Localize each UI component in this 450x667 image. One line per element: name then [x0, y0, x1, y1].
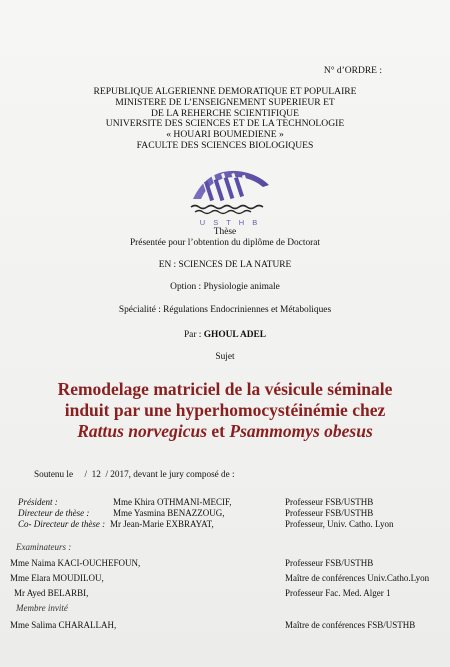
president-label: Président : [18, 497, 58, 507]
defense-date-line: Soutenu le / 12 / 2017, devant le jury composé de : [34, 469, 235, 479]
invite-name: Mme Salima CHARALLAH, [10, 620, 117, 630]
directeur-title: Professeur FSB/USTHB [285, 508, 374, 518]
option-line: Option : Physiologie animale [170, 282, 280, 292]
species-rattus: Rattus norvegicus [77, 421, 208, 441]
par-label: Par : [183, 330, 202, 340]
logo-letters: U S T H B [199, 218, 261, 227]
exam-3-title: Professeur Fac. Med. Alger 1 [285, 588, 391, 598]
these-type: Thèse [213, 227, 237, 237]
exam-1-title: Professeur FSB/USTHB [285, 558, 374, 568]
codirecteur-name: Mr Jean-Marie EXBRAYAT, [110, 519, 214, 529]
sujet-label: Sujet [215, 352, 235, 362]
invite-title: Maître de conférences FSB/USTHB [285, 620, 416, 630]
directeur-name: Mme Yasmina BENAZZOUG, [113, 508, 225, 518]
header-line-houari: « HOUARI BOUMEDIENE » [166, 129, 284, 141]
codirecteur-title: Professeur, Univ. Catho. Lyon [285, 519, 394, 529]
domain-line: EN : SCIENCES DE LA NATURE [158, 260, 292, 270]
title-et: et [207, 421, 230, 441]
title-line-3 [0, 421, 450, 442]
president-title: Professeur FSB/USTHB [285, 497, 374, 507]
title-line-2: induit par une hyperhomocystéinémie chez [64, 400, 386, 420]
codirecteur-label: Co- Directeur de thèse : [18, 519, 106, 529]
thesis-title [0, 379, 450, 442]
header-line-faculty: FACULTE DES SCIENCES BIOLOGIQUES [136, 139, 314, 151]
exam-1-name: Mme Naima KACI-OUCHEFOUN, [10, 558, 141, 568]
presented-line: Présentée pour l’obtention du diplôme de Doctorat [129, 238, 321, 248]
header-line-research: DE LA REHERCHE SCIENTIFIQUE [151, 107, 299, 119]
directeur-label: Directeur de thèse : [18, 508, 90, 518]
invite-label: Membre invité [16, 603, 68, 613]
author-name: GHOUL ADEL [203, 330, 267, 340]
exam-2-name: Mme Elara MOUDILOU, [10, 573, 104, 583]
title-line-1: Remodelage matriciel de la vésicule séminale [57, 379, 393, 399]
author-line [0, 330, 450, 340]
institution-header [0, 87, 450, 152]
exam-3-name: Mr Ayed BELARBI, [14, 588, 89, 598]
specialite-line: Spécialité : Régulations Endocriniennes et Métaboliques [118, 305, 332, 315]
examinateurs-label: Examinateurs : [16, 542, 72, 552]
header-line-university: UNIVERSITE DES SCIENCES ET DE LA TECHNOLOGIE [105, 118, 345, 130]
header-line-republic: REPUBLIQUE ALGERIENNE DEMORATIQUE ET POPULAIRE [93, 86, 357, 97]
species-psammomys: Psammomys obesus [229, 421, 373, 441]
president-name: Mme Khira OTHMANI-MECIF, [113, 497, 232, 507]
header-line-ministry: MINISTERE DE L’ENSEIGNEMENT SUPERIEUR ET [115, 96, 335, 108]
order-number-label: N° d’ORDRE : [323, 66, 382, 76]
exam-2-title: Maître de conférences Univ.Catho.Lyon [285, 573, 430, 583]
